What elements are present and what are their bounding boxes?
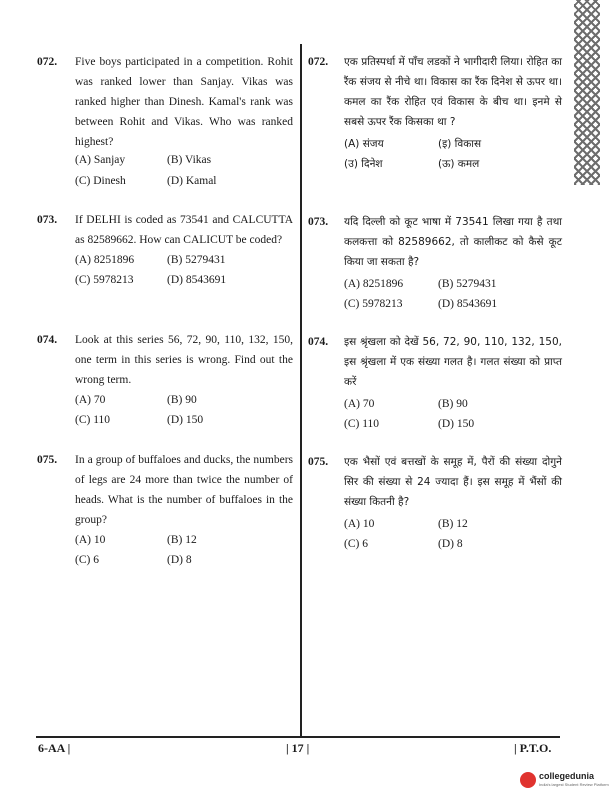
question-text: Five boys participated in a competition. Rohit was ranked lower than Sanjay. Vikas was ranked higher than Dinesh. Kamal's rank was between Rohit and Vikas. Who was ranked highest? xyxy=(75,56,293,148)
option-b[interactable]: (B) 12 xyxy=(167,534,197,546)
option-b[interactable]: (B) 5279431 xyxy=(438,278,497,290)
question-number: 075. xyxy=(37,454,58,466)
page-number: | 17 | xyxy=(286,741,310,755)
option-a[interactable]: (A) Sanjay xyxy=(75,154,126,166)
option-b[interactable]: (B) Vikas xyxy=(167,154,212,166)
option-d[interactable]: (D) 150 xyxy=(167,414,204,426)
question-text: Look at this series 56, 72, 90, 110, 132, 150, one term in this series is wrong. Find out the wrong term. xyxy=(75,334,293,386)
option-d[interactable]: (D) 8543691 xyxy=(167,274,227,286)
question-number: 073. xyxy=(308,216,329,228)
option-a[interactable]: (A) 8251896 xyxy=(75,254,135,266)
question-text: In a group of buffaloes and ducks, the numbers of legs are 24 more than twice the number of heads. What is the number of buffaloes in the group? xyxy=(75,454,293,526)
option-d[interactable]: (D) 150 xyxy=(438,418,475,430)
question-text: यदि दिल्ली को कूट भाषा में 73541 लिखा गया है तथा कलकत्ता को 82589662, तो कालीकट को कैसे कूट किया जा सकता है? xyxy=(344,216,562,268)
question-075-hi xyxy=(308,452,564,562)
option-b[interactable]: (B) 12 xyxy=(438,518,468,530)
question-075-en xyxy=(37,450,295,580)
question-text: If DELHI is coded as 73541 and CALCUTTA as 82589662. How can CALICUT be coded? xyxy=(75,214,293,246)
option-a[interactable]: (A) संजय xyxy=(344,138,384,150)
option-c[interactable]: (C) Dinesh xyxy=(75,175,126,187)
question-text: इस श्रृंखला को देखें 56, 72, 90, 110, 132, 150, इस श्रृंखला में एक संख्या गलत है। गलत संख्या को प्राप्त करें xyxy=(344,336,562,388)
option-d[interactable]: (D) 8 xyxy=(167,554,192,566)
option-d[interactable]: (D) Kamal xyxy=(167,175,217,187)
question-number: 074. xyxy=(308,336,329,348)
brand-name: collegedunia xyxy=(539,771,595,781)
logo-mark-icon xyxy=(520,772,536,788)
question-074-en xyxy=(37,330,295,430)
option-b[interactable]: (इ) विकास xyxy=(438,138,482,150)
question-number: 074. xyxy=(37,334,58,346)
decorative-border-pattern xyxy=(574,0,600,185)
question-073-hi xyxy=(308,212,564,312)
option-c[interactable]: (C) 5978213 xyxy=(344,298,403,310)
option-c[interactable]: (C) 110 xyxy=(75,414,111,426)
option-c[interactable]: (उ) दिनेश xyxy=(344,158,383,170)
question-073-en xyxy=(37,210,295,290)
option-c[interactable]: (C) 110 xyxy=(344,418,380,430)
option-b[interactable]: (B) 5279431 xyxy=(167,254,226,266)
question-text: एक भैसों एवं बत्तखों के समूह में, पैरों की संख्या दोगुने सिर की संख्या से 24 ज्यादा हैं। इस समूह में भैंसों की संख्या कितनी है? xyxy=(344,456,562,508)
question-074-hi xyxy=(308,332,564,432)
column-divider xyxy=(300,44,302,736)
collegedunia-logo xyxy=(520,770,609,792)
question-number: 073. xyxy=(37,214,58,226)
question-072-hi xyxy=(308,52,564,182)
option-d[interactable]: (ऊ) कमल xyxy=(438,158,480,170)
question-number: 072. xyxy=(308,56,329,68)
question-number: 072. xyxy=(37,56,58,68)
brand-tagline: India's largest Student Review Platform xyxy=(539,782,609,787)
booklet-code: 6-AA | xyxy=(38,741,71,755)
question-number: 075. xyxy=(308,456,329,468)
question-072-en xyxy=(37,52,295,192)
footer-rule xyxy=(36,736,560,738)
option-b[interactable]: (B) 90 xyxy=(438,398,468,410)
option-d[interactable]: (D) 8 xyxy=(438,538,463,550)
option-a[interactable]: (A) 70 xyxy=(75,394,106,406)
option-b[interactable]: (B) 90 xyxy=(167,394,197,406)
option-d[interactable]: (D) 8543691 xyxy=(438,298,498,310)
pto-label: | P.T.O. xyxy=(514,741,552,755)
option-c[interactable]: (C) 6 xyxy=(75,554,99,566)
question-text: एक प्रतिस्पर्धा में पाँच लडकों ने भागीदारी लिया। रोहित का रैंक संजय से नीचे था। विकास का रैंक दिनेश से ऊपर था। कमल का रैंक रोहित एवं विकास के बीच था। इनमे से सबसे ऊपर रैंक किसका था ? xyxy=(344,56,562,128)
option-a[interactable]: (A) 8251896 xyxy=(344,278,404,290)
option-c[interactable]: (C) 6 xyxy=(344,538,368,550)
option-a[interactable]: (A) 10 xyxy=(344,518,375,530)
option-a[interactable]: (A) 10 xyxy=(75,534,106,546)
option-a[interactable]: (A) 70 xyxy=(344,398,375,410)
option-c[interactable]: (C) 5978213 xyxy=(75,274,134,286)
